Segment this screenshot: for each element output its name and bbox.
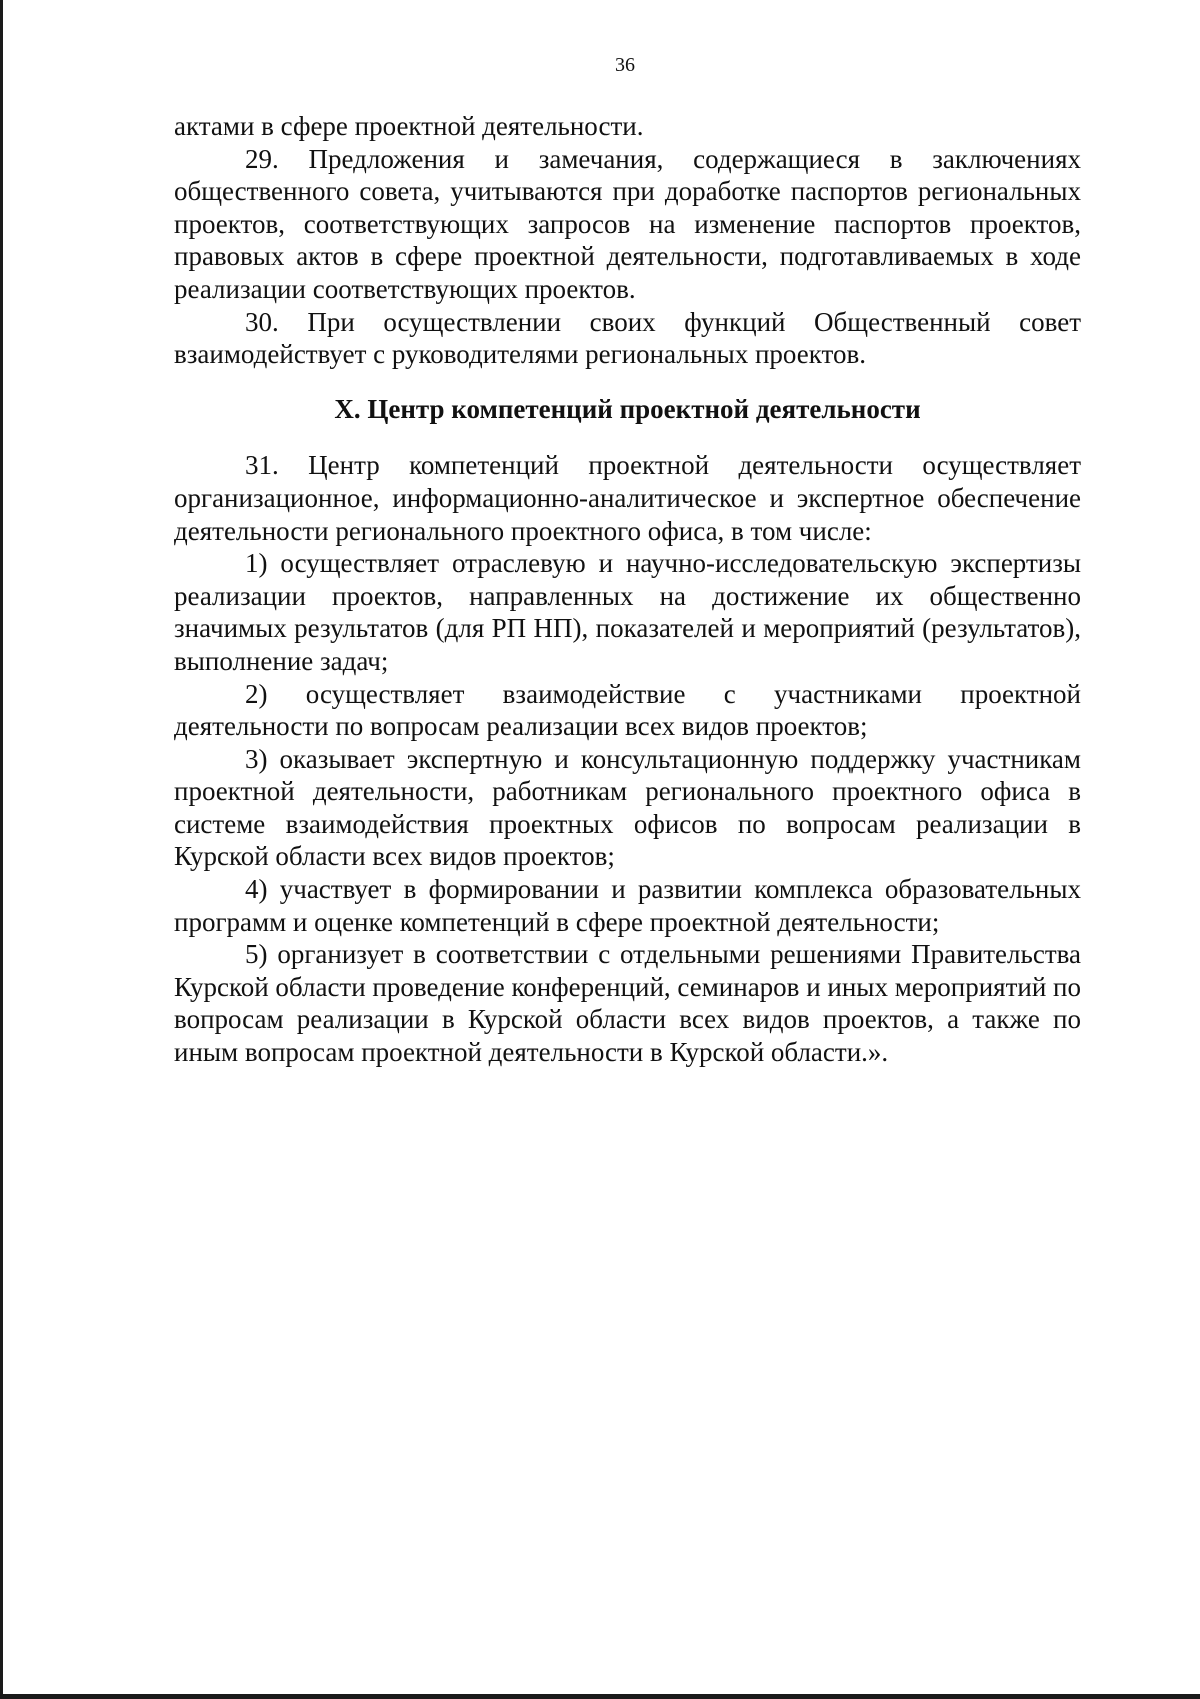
scan-edge-left [0,0,3,1699]
list-item-3: 3) оказывает экспертную и консультационную поддержку участникам проектной деятельности, работникам регионального проектного офиса в системе взаимодействия проектных офисов по вопросам реализации в Курской области всех видов проектов; [174,743,1081,872]
list-item-1: 1) осуществляет отраслевую и научно-исследовательскую экспертизы реализации проектов, направленных на достижение их общественно значимых результатов (для РП НП), показателей и мероприятий (результатов), выполнение задач; [174,548,1081,676]
list-item-4: 4) участвует в формировании и развитии комплекса образовательных программ и оценке компетенций в сфере проектной деятельности; [174,874,1081,937]
list-item-2: 2) осуществляет взаимодействие с участниками проектной деятельности по вопросам реализации всех видов проектов; [174,678,1081,742]
paragraph-continuation: актами в сфере проектной деятельности. [174,111,644,141]
paragraph-30: 30. При осуществлении своих функций Общественный совет взаимодействует с руководителями региональных проектов. [174,306,1081,370]
section-heading: X. Центр компетенций проектной деятельности [334,393,921,424]
list-item-5: 5) организует в соответствии с отдельными решениями Правительства Курской области проведение конференций, семинаров и иных мероприятий по вопросам реализации в Курской области всех видов проектов, а также по иным вопросам проектной деятельности в Курской области.». [174,939,1081,1068]
paragraph-31: 31. Центр компетенций проектной деятельности осуществляет организационное, информационно-аналитическое и экспертное обеспечение деятельности регионального проектного офиса, в том числе: [174,450,1081,546]
page-number: 36 [615,54,635,76]
document-body [174,110,1081,1069]
paragraph-29: 29. Предложения и замечания, содержащиеся в заключениях общественного совета, учитываются при доработке паспортов региональных проектов, соответствующих запросов на изменение паспортов проектов, правовых актов в сфере проектной деятельности, подготавливаемых в ходе реализации соответствующих проектов. [174,143,1081,304]
scan-edge-bottom [0,1694,1200,1699]
